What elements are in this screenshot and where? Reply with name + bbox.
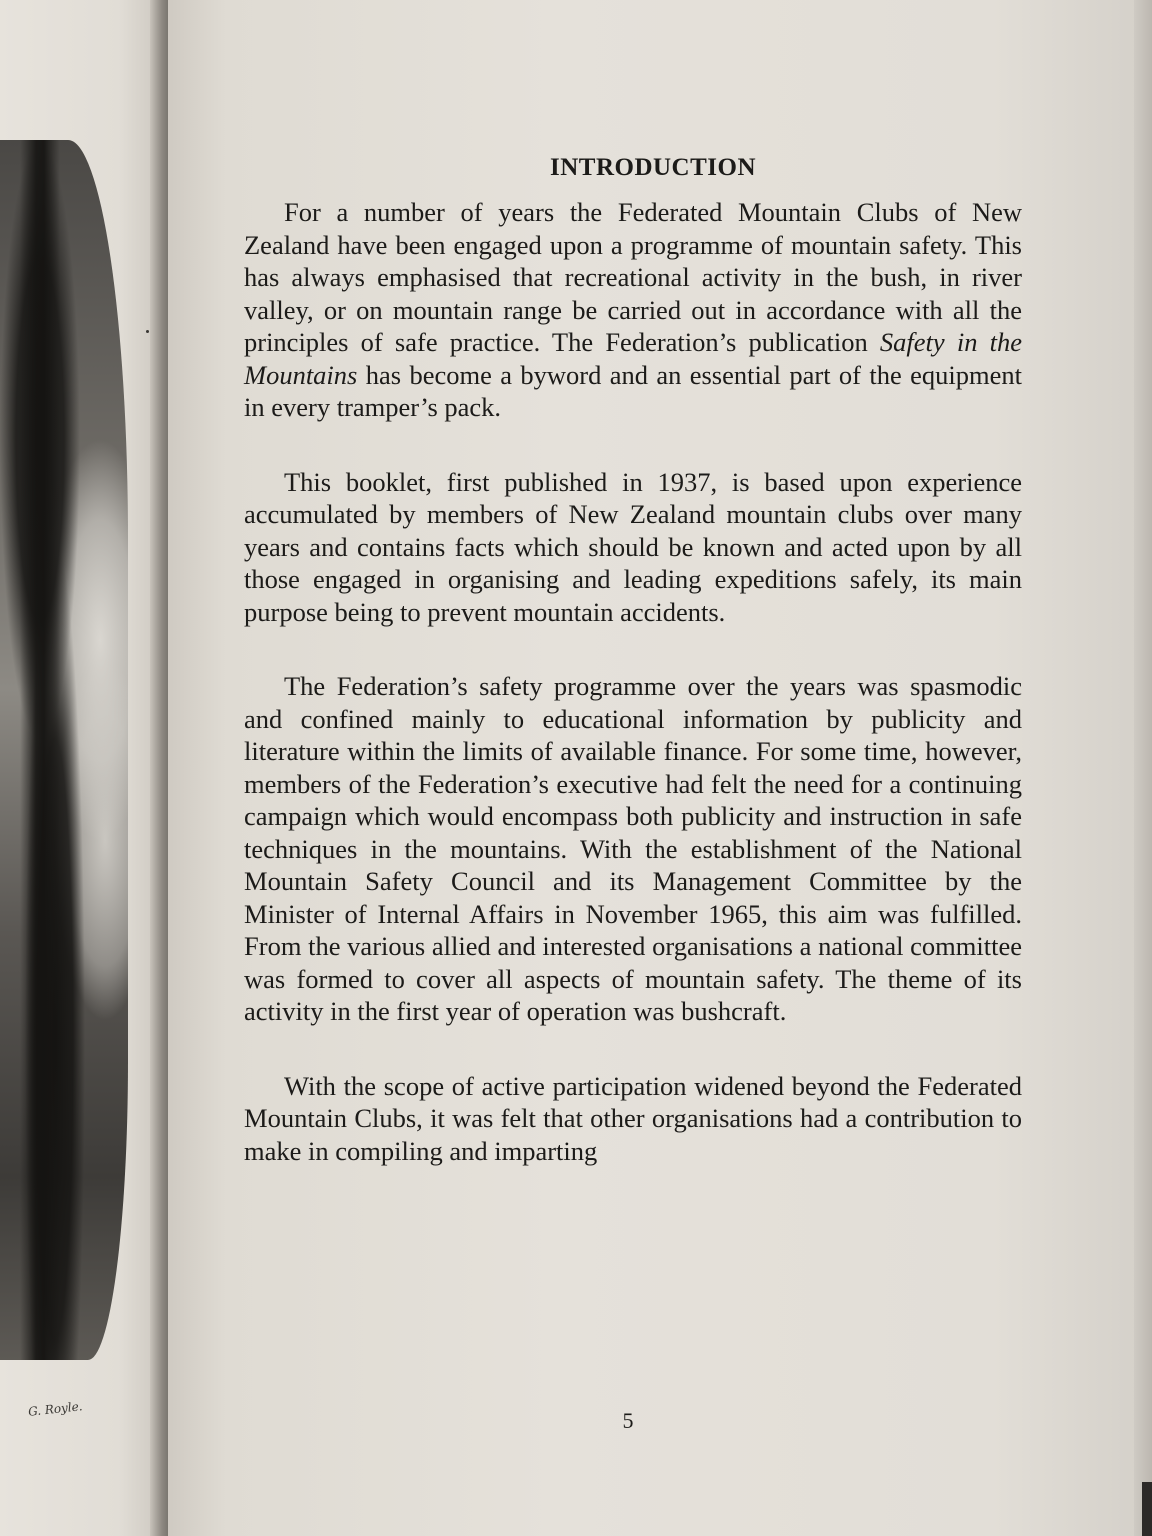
- paragraph-4: With the scope of active participation widened beyond the Federated Mountain Clubs, it was felt that other organisations had a contribution to make in compiling and imparting: [244, 1070, 1022, 1166]
- publication-title: Safety in the Mountains: [244, 327, 1022, 390]
- forest-photograph: [0, 140, 128, 1360]
- paragraph-1-text: For a number of years the Federated Mountain Clubs of New Zealand have been engaged upon a programme of mountain safety. This has always emphasised that recreational activity in the bush, in river valley, or on mountain range be carried out in accordance with all the principles of safe practice. The Federation’s publication: [244, 197, 1022, 357]
- page-edge: [1134, 0, 1152, 1536]
- introduction-text: [244, 148, 1022, 1167]
- page-number: 5: [622, 1408, 634, 1433]
- left-page: [0, 0, 170, 1536]
- paper-speck: [146, 330, 149, 333]
- page-heading: INTRODUCTION: [549, 154, 757, 181]
- paragraph-1-text-end: has become a byword and an essential part of the equipment in every tramper’s pack.: [244, 359, 1022, 422]
- paragraph-3: The Federation’s safety programme over the years was spasmodic and confined mainly to educational information by publicity and literature within the limits of available finance. For some time, however, members of the Federation’s executive had felt the need for a continuing campaign which would encompass both publicity and instruction in safe techniques in the mountains. With the establishment of the National Mountain Safety Council and its Management Committee by the Minister of Internal Affairs in November 1965, this aim was fulfilled. From the various allied and interested organisations a national committee was formed to cover all aspects of mountain safety. The theme of its activity in the first year of operation was bushcraft.: [244, 671, 1022, 1026]
- paragraph-1: [244, 196, 1022, 424]
- paragraph-2: This booklet, first published in 1937, is based upon experience accumulated by members of New Zealand mountain clubs over many years and contains facts which should be known and acted upon by all those engaged in organising and leading expeditions safely, its main purpose being to prevent mountain accidents.: [244, 466, 1022, 627]
- photo-credit: G. Royle.: [27, 1399, 84, 1419]
